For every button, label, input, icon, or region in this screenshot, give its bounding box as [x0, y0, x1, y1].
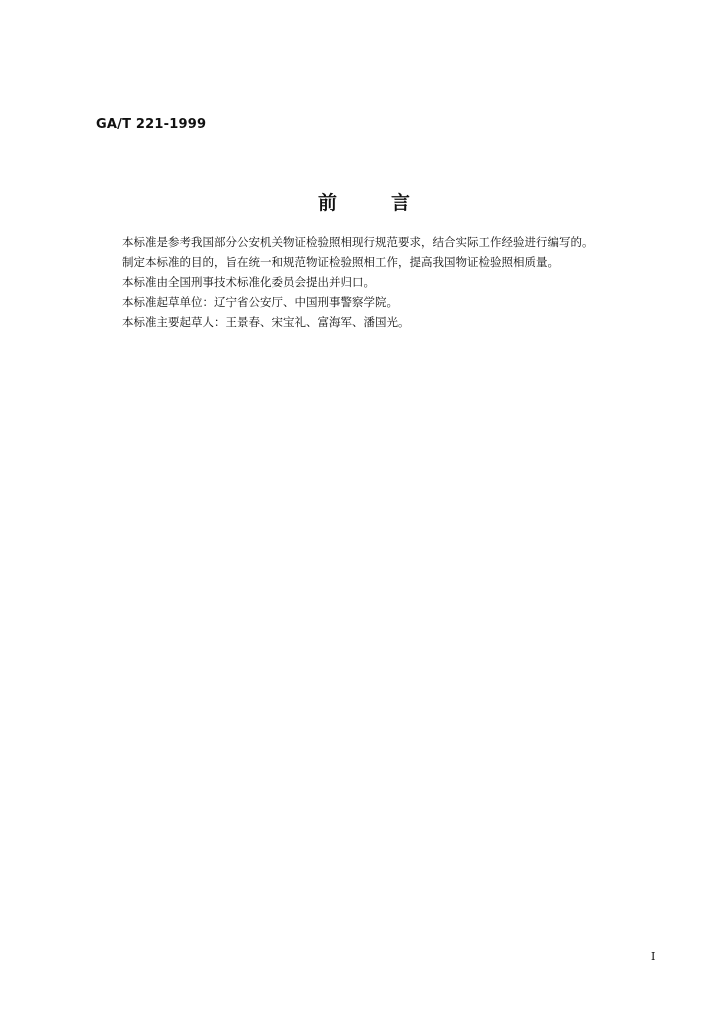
standard-code: GA/T 221-1999	[96, 117, 207, 132]
title-part-2: 言	[391, 192, 411, 214]
section-title	[0, 191, 728, 215]
paragraph-purpose-basis: 本标准是参考我国部分公安机关物证检验照相现行规范要求，结合实际工作经验进行编写的。	[122, 235, 594, 249]
paragraph-drafters: 本标准主要起草人：王景春、宋宝礼、富海军、潘国光。	[122, 315, 410, 329]
title-part-1: 前	[317, 192, 337, 214]
page-number: I	[651, 950, 656, 963]
paragraph-drafting-units: 本标准起草单位：辽宁省公安厅、中国刑事警察学院。	[122, 295, 398, 309]
foreword-body	[122, 232, 682, 332]
paragraph-objective: 制定本标准的目的，旨在统一和规范物证检验照相工作，提高我国物证检验照相质量。	[122, 255, 559, 269]
paragraph-proposer: 本标准由全国刑事技术标准化委员会提出并归口。	[122, 275, 375, 289]
